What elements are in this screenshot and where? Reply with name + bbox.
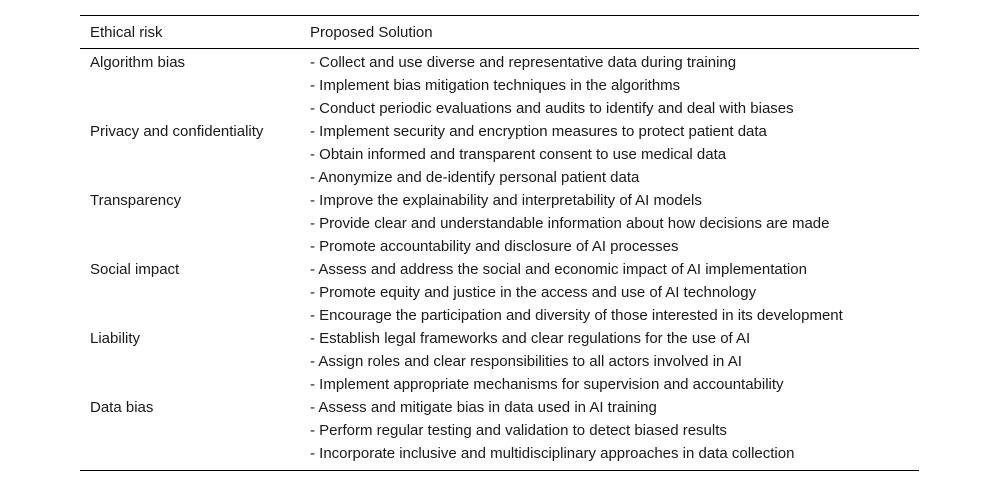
proposed-solution-cell: - Assess and address the social and economic impact of AI implementation bbox=[310, 261, 807, 278]
proposed-solution-cell: - Assign roles and clear responsibilities to all actors involved in AI bbox=[310, 353, 742, 370]
proposed-solution-cell: - Obtain informed and transparent consent to use medical data bbox=[310, 146, 727, 163]
table-row bbox=[80, 258, 919, 281]
ethical-risk-empty-cell bbox=[80, 212, 310, 235]
ethical-risk-empty-cell bbox=[80, 442, 310, 465]
ethical-risk-empty-cell bbox=[80, 281, 310, 304]
proposed-solution-cell: - Assess and mitigate bias in data used in AI training bbox=[310, 399, 657, 416]
proposed-solution-cell: - Incorporate inclusive and multidisciplinary approaches in data collection bbox=[310, 445, 795, 462]
table-bottom-rule bbox=[80, 470, 919, 471]
table-row bbox=[80, 442, 919, 465]
proposed-solution-cell: - Anonymize and de-identify personal patient data bbox=[310, 169, 640, 186]
table-row bbox=[80, 97, 919, 120]
ethical-risk-cell: Algorithm bias bbox=[90, 54, 186, 71]
table-row bbox=[80, 166, 919, 189]
table-row bbox=[80, 212, 919, 235]
proposed-solution-cell: - Implement security and encryption measures to protect patient data bbox=[310, 123, 767, 140]
table-row bbox=[80, 74, 919, 97]
table-row bbox=[80, 304, 919, 327]
proposed-solution-cell: - Conduct periodic evaluations and audits to identify and deal with biases bbox=[310, 100, 794, 117]
proposed-solution-cell: - Promote equity and justice in the access and use of AI technology bbox=[310, 284, 757, 301]
table-row bbox=[80, 419, 919, 442]
proposed-solution-cell: - Implement appropriate mechanisms for supervision and accountability bbox=[310, 376, 784, 393]
table-row bbox=[80, 120, 919, 143]
ethical-risk-empty-cell bbox=[80, 235, 310, 258]
proposed-solution-cell: - Encourage the participation and diversity of those interested in its development bbox=[310, 307, 843, 324]
proposed-solution-cell: - Establish legal frameworks and clear regulations for the use of AI bbox=[310, 330, 751, 347]
table-header-row bbox=[80, 16, 919, 48]
ethical-risk-cell: Social impact bbox=[90, 261, 180, 278]
table-row bbox=[80, 327, 919, 350]
proposed-solution-cell: - Promote accountability and disclosure of AI processes bbox=[310, 238, 679, 255]
proposed-solution-cell: - Implement bias mitigation techniques in the algorithms bbox=[310, 77, 681, 94]
proposed-solution-cell: - Provide clear and understandable information about how decisions are made bbox=[310, 215, 830, 232]
proposed-solution-cell: - Perform regular testing and validation to detect biased results bbox=[310, 422, 727, 439]
table-row bbox=[80, 396, 919, 419]
ethical-risk-empty-cell bbox=[80, 166, 310, 189]
ethical-risk-empty-cell bbox=[80, 350, 310, 373]
table-row bbox=[80, 189, 919, 212]
table-row bbox=[80, 350, 919, 373]
ethics-table bbox=[80, 15, 919, 471]
table-body bbox=[80, 49, 919, 465]
table-row bbox=[80, 281, 919, 304]
header-ethical-risk: Ethical risk bbox=[90, 23, 163, 41]
table-row bbox=[80, 235, 919, 258]
ethical-risk-empty-cell bbox=[80, 419, 310, 442]
header-proposed-solution: Proposed Solution bbox=[310, 23, 433, 41]
ethical-risk-cell: Transparency bbox=[90, 192, 182, 209]
ethical-risk-empty-cell bbox=[80, 74, 310, 97]
proposed-solution-cell: - Improve the explainability and interpretability of AI models bbox=[310, 192, 702, 209]
ethical-risk-empty-cell bbox=[80, 304, 310, 327]
ethical-risk-empty-cell bbox=[80, 97, 310, 120]
proposed-solution-cell: - Collect and use diverse and representative data during training bbox=[310, 54, 737, 71]
table-row bbox=[80, 51, 919, 74]
table-row bbox=[80, 143, 919, 166]
ethical-risk-cell: Privacy and confidentiality bbox=[90, 123, 264, 140]
ethical-risk-cell: Liability bbox=[90, 330, 141, 347]
ethical-risk-empty-cell bbox=[80, 143, 310, 166]
ethical-risk-empty-cell bbox=[80, 373, 310, 396]
table-row bbox=[80, 373, 919, 396]
ethical-risk-cell: Data bias bbox=[90, 399, 154, 416]
